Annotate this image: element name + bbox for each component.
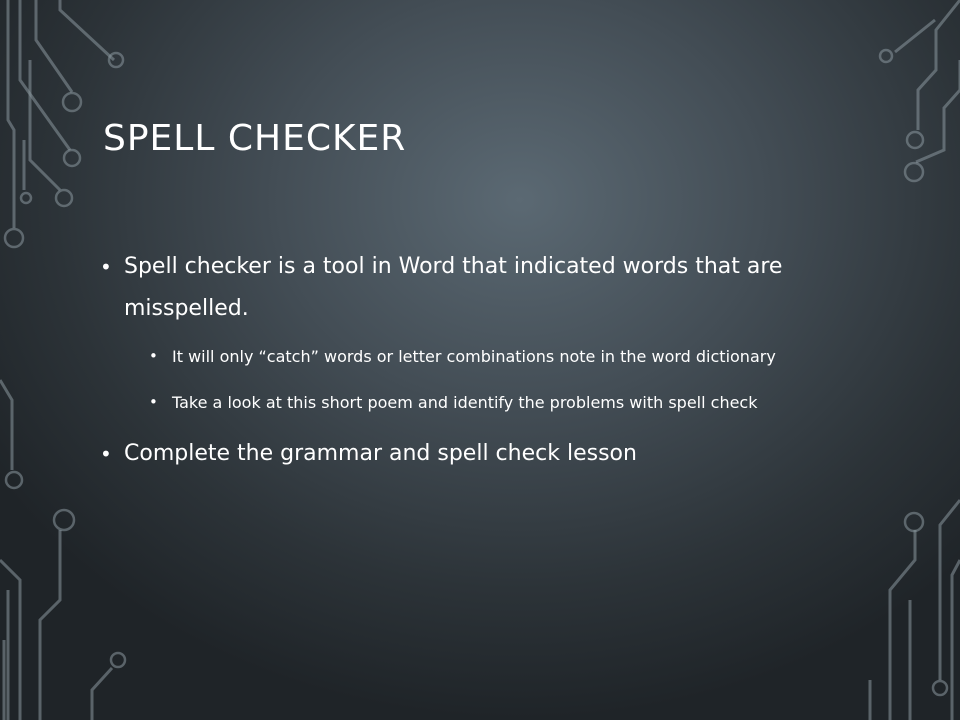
sub-bullet-text: It will only “catch” words or letter combinations note in the word dictionary [172, 347, 776, 366]
bullet-item [100, 433, 840, 475]
bullet-item [100, 246, 840, 330]
bullet-dot-icon: • [149, 393, 158, 411]
slide-title: SPELL CHECKER [103, 118, 407, 159]
bullet-dot-icon: • [149, 347, 158, 365]
bullet-text: Complete the grammar and spell check lesson [124, 441, 637, 466]
bullet-list [100, 246, 840, 485]
bullet-dot-icon: • [100, 255, 112, 279]
sub-bullet-item [149, 386, 840, 419]
sub-bullet-item [149, 340, 840, 373]
bullet-dot-icon: • [100, 442, 112, 466]
sub-bullet-text: Take a look at this short poem and identify the problems with spell check [172, 393, 758, 412]
bullet-text: Spell checker is a tool in Word that indicated words that are misspelled. [124, 254, 783, 321]
